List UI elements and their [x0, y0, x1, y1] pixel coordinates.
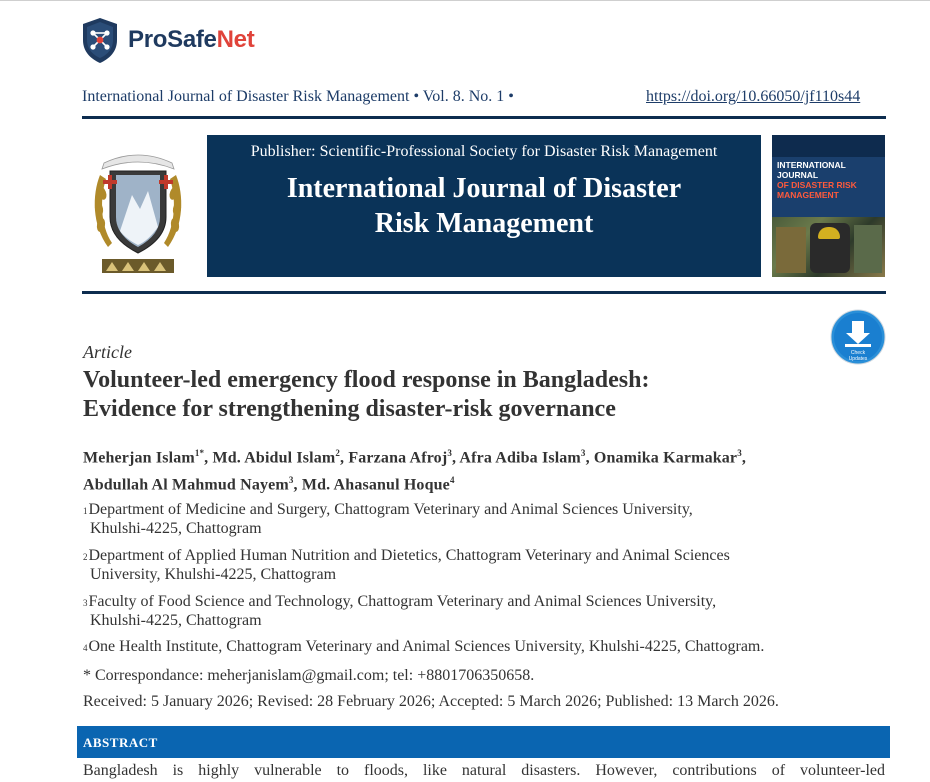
author-affiliation-mark: 3	[447, 448, 452, 458]
affiliation-text-line1: Department of Medicine and Surgery, Chattogram Veterinary and Animal Sciences University,	[88, 501, 693, 518]
author-separator: ,	[293, 476, 302, 494]
author-name: Meherjan Islam	[83, 449, 195, 467]
affiliation-number: 4	[83, 643, 88, 653]
author-name: Farzana Afroj	[348, 449, 448, 467]
article-title	[83, 366, 843, 424]
author-affiliation-mark: 2	[335, 448, 341, 458]
correspondence-line: * Correspondance: meherjanislam@gmail.com; tel: +8801706350658.	[83, 667, 535, 684]
header-rule-top	[82, 116, 886, 119]
cover-title-line1: INTERNATIONAL JOURNAL	[777, 160, 846, 180]
author-affiliation-mark: 4	[449, 475, 455, 486]
abstract-text: Bangladesh is highly vulnerable to floods, like natural disasters. However, contributions of volunteer-led	[83, 762, 885, 779]
affiliation-text-line2: Khulshi-4225, Chattogram	[90, 612, 262, 629]
author-name: Afra Adiba Islam	[459, 449, 581, 467]
society-emblem	[82, 135, 194, 282]
publication-dates: Received: 5 January 2026; Revised: 28 February 2026; Accepted: 5 March 2026; Published: 13 March 2026.	[83, 693, 779, 710]
author-separator: ,	[451, 449, 460, 467]
logo-wordmark	[128, 26, 254, 54]
affiliation-3	[83, 592, 873, 630]
cover-title	[777, 160, 882, 200]
banner-title	[207, 171, 761, 241]
banner-publisher: Publisher: Scientific-Professional Society for Disaster Risk Management	[250, 143, 718, 160]
affiliation-number: 2	[83, 552, 88, 562]
cover-header-strip	[772, 135, 885, 157]
abstract-heading-bar	[77, 726, 890, 758]
author-name: Md. Ahasanul Hoque	[301, 476, 450, 494]
affiliation-2	[83, 546, 873, 584]
article-title-line1: Volunteer-led emergency flood response in Bangladesh:	[83, 367, 650, 393]
affiliation-text-line1: Department of Applied Human Nutrition and Dietetics, Chattogram Veterinary and Animal Sciences	[88, 547, 730, 564]
abstract-heading: ABSTRACT	[83, 735, 158, 750]
author-affiliation-mark: 3	[288, 475, 294, 486]
author-name: Abdullah Al Mahmud Nayem	[83, 476, 289, 494]
affiliation-text-line1: One Health Institute, Chattogram Veterinary and Animal Sciences University, Khulshi-4225, Chattogram.	[88, 638, 765, 655]
author-affiliation-mark: 1*	[194, 448, 205, 458]
check-for-updates-button[interactable]	[830, 309, 886, 370]
author-name: Onamika Karmakar	[593, 449, 738, 467]
cover-photo-helmet	[818, 227, 840, 239]
logo-wordmark-part1: ProSafe	[128, 26, 217, 53]
author-list	[83, 442, 893, 497]
author-name: Md. Abidul Islam	[212, 449, 336, 467]
author-separator: ,	[741, 449, 746, 467]
affiliation-text-line1: Faculty of Food Science and Technology, Chattogram Veterinary and Animal Sciences University,	[88, 593, 717, 610]
affiliation-4	[83, 637, 873, 656]
banner-title-line1: International Journal of Disaster	[286, 173, 682, 204]
check-updates-label-line1: Check	[850, 350, 866, 356]
author-separator: ,	[340, 449, 349, 467]
header-rule-bottom	[82, 291, 886, 294]
affiliation-1	[83, 500, 873, 538]
affiliation-number: 1	[83, 506, 88, 516]
cover-title-line2: OF DISASTER RISK	[777, 180, 857, 190]
society-emblem-graphic	[82, 135, 194, 277]
affiliation-text-line2: Khulshi-4225, Chattogram	[90, 520, 262, 537]
affiliation-text-line2: University, Khulshi-4225, Chattogram	[90, 566, 337, 583]
author-affiliation-mark: 3	[737, 448, 742, 458]
journal-citation: International Journal of Disaster Risk Management • Vol. 8. No. 1 •	[82, 88, 514, 105]
top-border	[0, 0, 930, 1]
author-separator: ,	[585, 449, 594, 467]
article-type: Article	[83, 342, 132, 362]
article-title-line2: Evidence for strengthening disaster-risk governance	[83, 396, 616, 422]
journal-banner	[207, 135, 761, 277]
affiliation-number: 3	[83, 598, 88, 608]
doi-link[interactable]: https://doi.org/10.66050/jf110s44	[646, 88, 861, 105]
journal-cover-thumbnail	[772, 135, 885, 277]
author-separator: ,	[204, 449, 213, 467]
download-arrow-icon	[830, 309, 886, 365]
banner-title-line2: Risk Management	[374, 208, 594, 239]
author-affiliation-mark: 3	[580, 448, 586, 458]
cover-title-line3: MANAGEMENT	[777, 190, 839, 200]
network-shield-icon	[80, 16, 120, 64]
cover-photo-soldier	[854, 225, 882, 273]
logo-wordmark-part2: Net	[216, 26, 255, 53]
check-updates-label-line2: Updates	[848, 356, 868, 362]
prosafenet-logo[interactable]	[80, 16, 254, 64]
cover-photo-figure	[776, 227, 806, 273]
